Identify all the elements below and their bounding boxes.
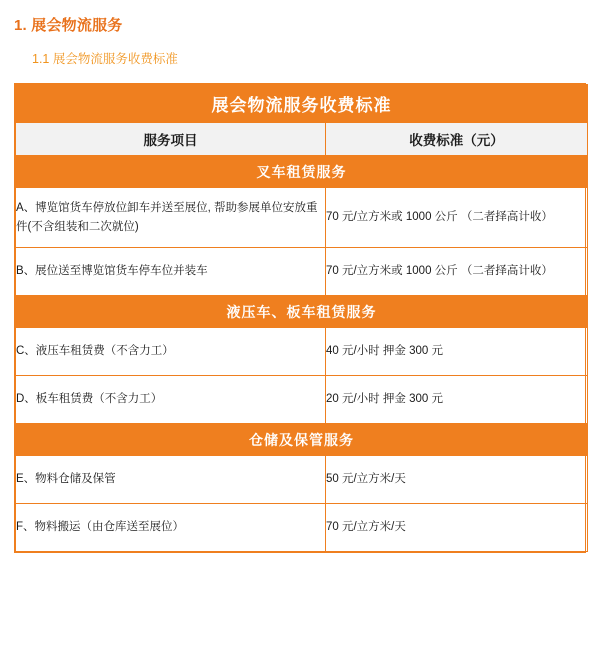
table-row [16,456,588,504]
table-row [16,504,588,552]
service-item: F、物料搬运（由仓库送至展位） [16,504,326,552]
table-title-row [16,85,588,123]
section-title-storage: 仓储及保管服务 [16,424,588,456]
service-item: D、板车租赁费（不含力工） [16,376,326,424]
service-item: E、物料仓储及保管 [16,456,326,504]
service-price: 70 元/立方米/天 [326,504,588,552]
table-row [16,376,588,424]
pricing-table-wrapper [14,83,586,553]
service-item: B、展位送至博览馆货车停车位并装车 [16,248,326,296]
service-price: 70 元/立方米或 1000 公斤 （二者择高计收） [326,248,588,296]
section-heading-2: 1.1 展会物流服务收费标准 [32,52,178,66]
table-row [16,328,588,376]
service-price: 40 元/小时 押金 300 元 [326,328,588,376]
table-title: 展会物流服务收费标准 [16,85,588,123]
service-item: A、博览馆货车停放位卸车并送至展位, 帮助参展单位安放重件(不含组装和二次就位) [16,188,326,248]
service-price: 70 元/立方米或 1000 公斤 （二者择高计收） [326,188,588,248]
pricing-table [15,84,588,552]
service-price: 50 元/立方米/天 [326,456,588,504]
table-row [16,248,588,296]
column-header-service: 服务项目 [16,123,326,156]
table-row [16,188,588,248]
service-price: 20 元/小时 押金 300 元 [326,376,588,424]
column-header-price: 收费标准（元） [326,123,588,156]
section-title-forklift: 叉车租赁服务 [16,156,588,188]
section-header-row [16,424,588,456]
table-header-row [16,123,588,156]
section-header-row [16,296,588,328]
service-item: C、液压车租赁费（不含力工） [16,328,326,376]
section-heading-1: 1. 展会物流服务 [14,17,123,34]
section-header-row [16,156,588,188]
section-title-hydraulic-cart: 液压车、板车租赁服务 [16,296,588,328]
